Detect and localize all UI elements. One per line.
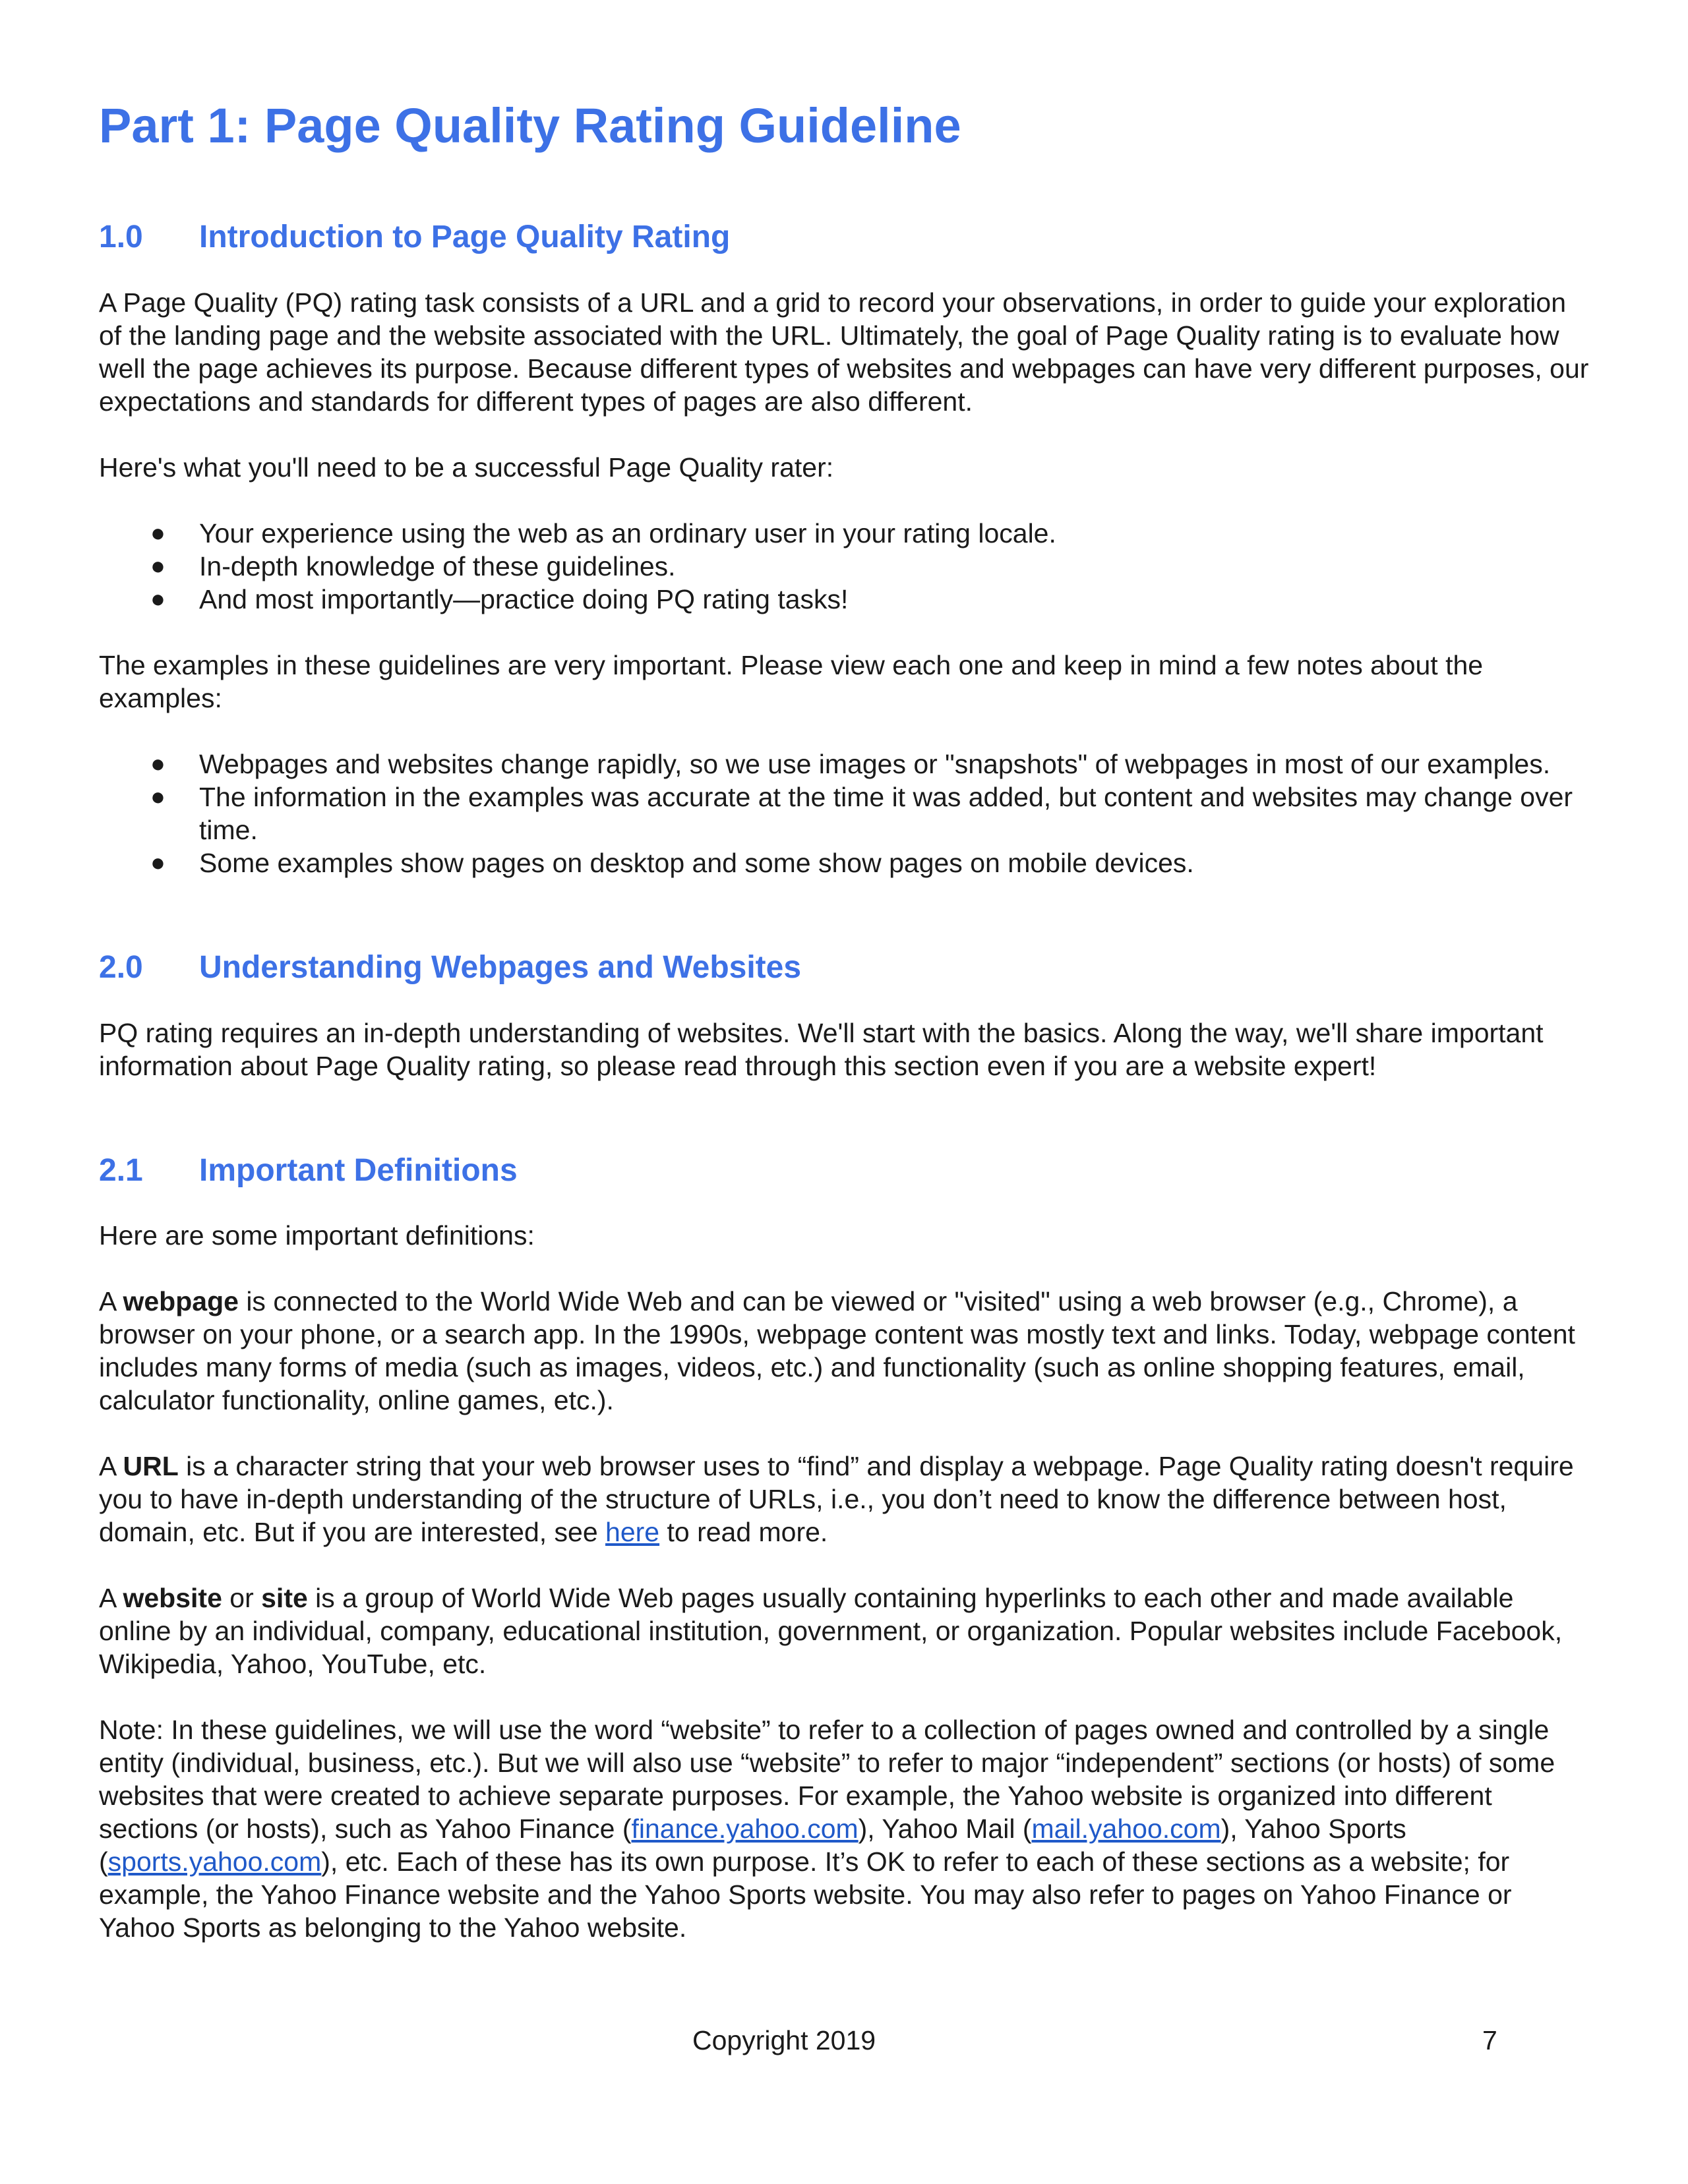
- finance-yahoo-link[interactable]: finance.yahoo.com: [631, 1814, 859, 1845]
- bullet-list: [99, 517, 1589, 616]
- section-heading: [99, 1152, 1589, 1190]
- list-item: ● And most importantly—practice doing PQ rating tasks!: [150, 583, 849, 614]
- document-page: [99, 99, 1589, 1944]
- copyright-text: Copyright 2019: [692, 2025, 876, 2055]
- bullet-icon: ●: [150, 750, 166, 778]
- bullet-icon: ●: [150, 848, 166, 877]
- definition-webpage: A webpage is connected to the World Wide Web and can be viewed or "visited" using a web browser (e.g., Chrome), a browser on your phone, or a search app. In the 1990s, webpage content was mostly text and links. Today, webpage content includes many forms of media (such as images, videos, etc.) and functionality (such as online shopping features, email, calculator functionality, online games, etc.).: [99, 1286, 1575, 1416]
- definition-website: A website or site is a group of World Wide Web pages usually containing hyperlinks to each other and made available online by an individual, company, educational institution, government, or organization. Popular websites include Facebook, Wikipedia, Yahoo, YouTube, etc.: [99, 1583, 1563, 1680]
- bullet-icon: ●: [150, 585, 166, 613]
- term: URL: [123, 1451, 179, 1482]
- bullet-icon: ●: [150, 519, 166, 547]
- section-1-0: [99, 218, 1589, 879]
- list-item: ● Webpages and websites change rapidly, so we use images or "snapshots" of webpages in most of our examples.: [150, 748, 1551, 779]
- note-paragraph: Note: In these guidelines, we will use the word “website” to refer to a collection of pages owned and controlled by a single entity (individual, business, etc.). But we will also use “website” to refer to major “independent” sections (or hosts) of some websites that were created to achieve separate purposes. For example, the Yahoo website is organized into different sections (or hosts), such as Yahoo Finance (finance.yahoo.com), Yahoo Mail (mail.yahoo.com), Yahoo Sports (sports.yahoo.com), etc. Each of these has its own purpose. It’s OK to refer to each of these sections as a website; for example, the Yahoo Finance website and the Yahoo Sports website. You may also refer to pages on Yahoo Finance or Yahoo Sports as belonging to the Yahoo website.: [99, 1715, 1555, 1943]
- paragraph: PQ rating requires an in-depth understanding of websites. We'll start with the basics. Along the way, we'll share important information about Page Quality rating, so please read through this section even if you are a website expert!: [99, 1017, 1544, 1081]
- bullet-list: [99, 748, 1589, 879]
- mail-yahoo-link[interactable]: mail.yahoo.com: [1031, 1814, 1221, 1845]
- term: website: [123, 1583, 222, 1614]
- section-number: 2.0: [99, 949, 143, 985]
- paragraph: Here are some important definitions:: [99, 1220, 535, 1251]
- bullet-icon: ●: [150, 552, 166, 580]
- page-title: Part 1: Page Quality Rating Guideline: [99, 98, 961, 153]
- section-title: Understanding Webpages and Websites: [199, 949, 802, 985]
- paragraph: The examples in these guidelines are very important. Please view each one and keep in mind a few notes about the examples:: [99, 649, 1484, 713]
- sports-yahoo-link[interactable]: sports.yahoo.com: [107, 1846, 322, 1877]
- term: webpage: [123, 1286, 239, 1317]
- section-number: 2.1: [99, 1152, 143, 1188]
- term: site: [261, 1583, 308, 1614]
- list-item: ● Your experience using the web as an ordinary user in your rating locale.: [150, 517, 1056, 548]
- section-title: Introduction to Page Quality Rating: [199, 220, 731, 255]
- definition-url: A URL is a character string that your web browser uses to “find” and display a webpage. Page Quality rating doesn't require you to have in-depth understanding of the structure of URLs, i.e., you don’t need to know the difference between host, domain, etc. But if you are interested, see here to read more.: [99, 1451, 1574, 1548]
- section-2-1: [99, 1152, 1589, 1945]
- section-heading: [99, 218, 1589, 256]
- section-2-0: [99, 949, 1589, 1082]
- page-number: 7: [1482, 2025, 1497, 2055]
- bullet-icon: ●: [150, 782, 166, 811]
- section-number: 1.0: [99, 220, 143, 255]
- here-link[interactable]: here: [605, 1517, 660, 1548]
- section-title: Important Definitions: [199, 1152, 518, 1188]
- list-item: ● In-depth knowledge of these guidelines.: [150, 550, 676, 581]
- paragraph: Here's what you'll need to be a successful Page Quality rater:: [99, 452, 834, 483]
- paragraph: A Page Quality (PQ) rating task consists of a URL and a grid to record your observations, in order to guide your exploration of the landing page and the website associated with the URL. Ultimately, the goal of Page Quality rating is to evaluate how well the page achieves its purpose. Because different types of websites and webpages can have very different purposes, our expectations and standards for different types of pages are also different.: [99, 287, 1589, 417]
- list-item: ● Some examples show pages on desktop and some show pages on mobile devices.: [150, 847, 1194, 878]
- section-heading: [99, 949, 1589, 987]
- list-item: ● The information in the examples was accurate at the time it was added, but content and websites may change over time.: [150, 781, 1573, 845]
